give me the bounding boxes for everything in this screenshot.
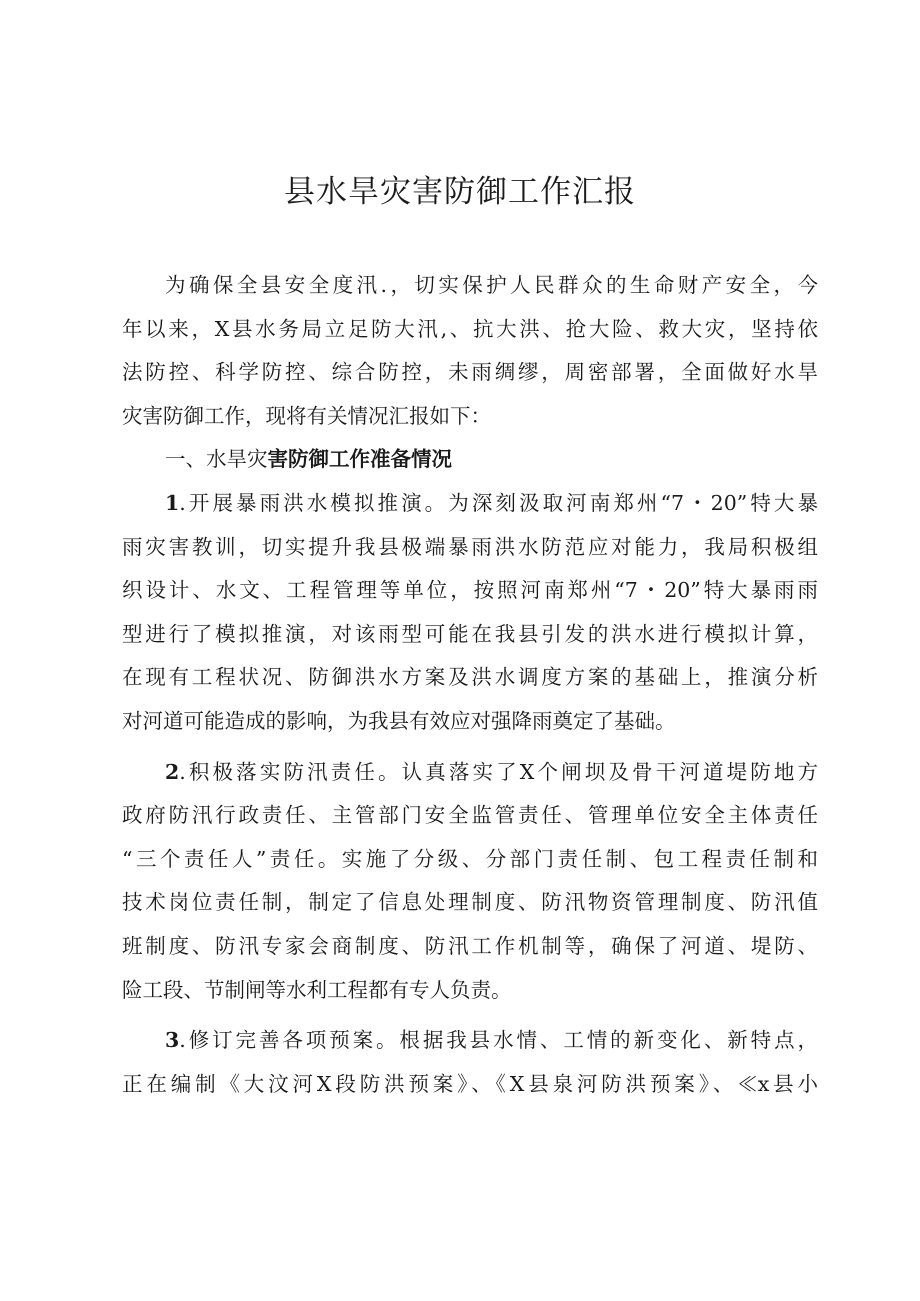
item1-number: 1 xyxy=(165,490,180,515)
intro-line-1: 为确保全县安全度汛.，切实保护人民群众的生命财产安全，今 xyxy=(165,273,818,297)
item2-line-4: 技术岗位责任制，制定了信息处理制度、防汛物资管理制度、防汛值 xyxy=(122,890,818,915)
item2-line-6: 险工段、节制闸等水利工程都有专人负责。 xyxy=(122,977,512,1002)
item3-line-2: 正在编制《大汶河X段防洪预案》、《X县泉河防洪预案》、≪x县小 xyxy=(122,1071,818,1096)
intro-line-3: 法防控、科学防控、综合防控，未雨绸缪，周密部署，全面做好水旱 xyxy=(122,360,818,385)
document-title: 县水旱灾害防御工作汇报 xyxy=(284,174,636,210)
intro-line-2: 年以来，X县水务局立足防大汛,、抗大洪、抢大险、救大灾，坚持依 xyxy=(122,316,818,341)
item2-line-3: “三个责任人”责任。实施了分级、分部门责任制、包工程责任制和 xyxy=(122,846,818,871)
paragraph-gap xyxy=(122,1012,818,1019)
item2-line-1 xyxy=(122,751,818,795)
item1-line-6: 对河道可能造成的影响，为我县有效应对强降雨奠定了基础。 xyxy=(122,708,676,733)
item1-line-4: 型进行了模拟推演，对该雨型可能在我县引发的洪水进行模拟计算， xyxy=(122,621,818,646)
section-heading-bold: 害防御工作准备情况 xyxy=(267,447,452,472)
item2-text-1: .积极落实防汛责任。认真落实了X个闸坝及骨干河道堤防地方 xyxy=(179,759,818,784)
item1-line-2: 雨灾害教训，切实提升我县极端暴雨洪水防范应对能力，我局积极组 xyxy=(122,534,818,559)
item2-line-2: 政府防汛行政责任、主管部门安全监管责任、管理单位安全主体责任 xyxy=(122,803,818,828)
intro-line-4: 灾害防御工作，现将有关情况汇报如下： xyxy=(122,403,491,428)
item1-text-1: .开展暴雨洪水模拟推演。为深刻汲取河南郑州“7・20”特大暴 xyxy=(179,490,818,515)
item3-line-1 xyxy=(122,1019,818,1063)
item1-line-3: 织设计、水文、工程管理等单位，按照河南郑州“7・20”特大暴雨雨 xyxy=(122,578,818,603)
item2-line-5: 班制度、防汛专家会商制度、防汛工作机制等，确保了河道、堤防、 xyxy=(122,933,818,958)
item2-number: 2 xyxy=(165,759,180,784)
item3-number: 3 xyxy=(165,1028,180,1053)
section-heading xyxy=(122,438,818,482)
item1-line-1 xyxy=(122,482,818,526)
paragraph-gap xyxy=(122,744,818,751)
item1-line-5: 在现有工程状况、防御洪水方案及洪水调度方案的基础上，推演分析 xyxy=(122,665,818,690)
item3-text-1: .修订完善各项预案。根据我县水情、工情的新变化、新特点， xyxy=(179,1028,818,1053)
document-body xyxy=(122,264,818,1106)
section-heading-prefix: 一、水旱灾 xyxy=(165,447,268,472)
